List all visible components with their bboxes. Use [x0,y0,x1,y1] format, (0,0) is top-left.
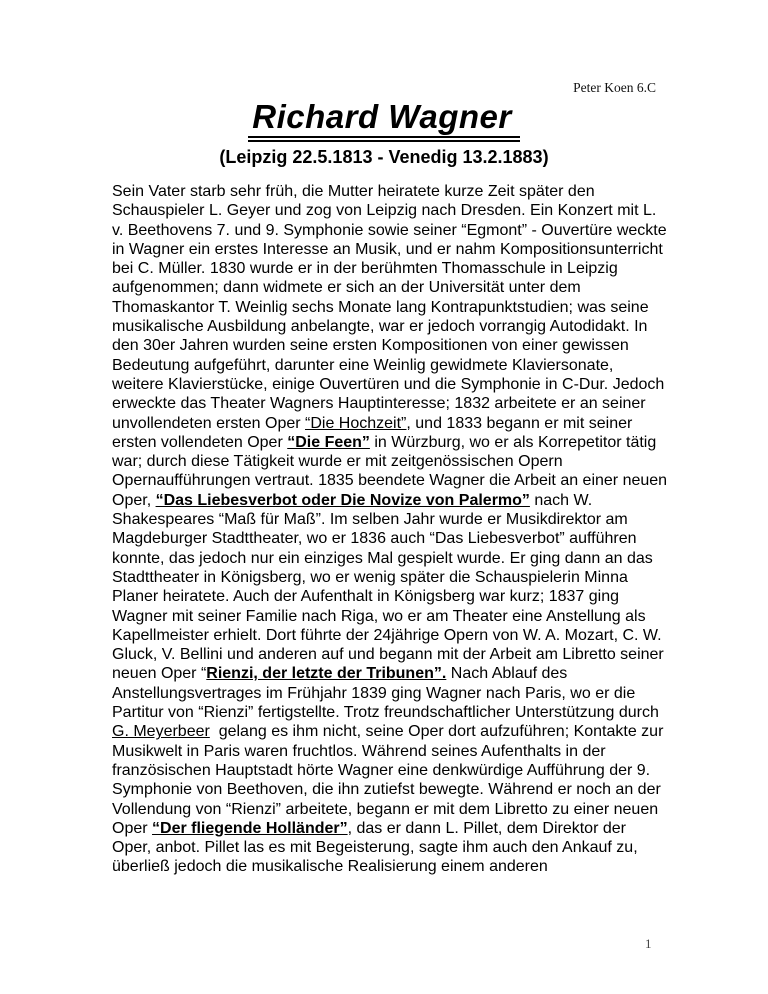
text-segment-normal: Sein Vater starb sehr früh, die Mutter heiratete kurze Zeit später den Schauspieler L. Geyer und zog von Leipzig nach Dresden. Ein Konzert mit L. v. Beethovens 7. und 9. Symphonie sowie seiner “Egmont” - Ouvertüre weckte in Wagner ein erstes Interesse an Musik, und er nahm Kompositionsunterricht bei C. Müller. 1830 wurde er in der berühmten Thomasschule in Leipzig aufgenommen; dann widmete er sich an der Universität unter dem Thomaskantor T. Weinlig sechs Monate lang Kontrapunktstudien; was seine musikalische Ausbildung anbelangte, war er jedoch vorrangig Autodidakt. In den 30er Jahren wurden seine ersten Kompositionen von einer gewissen Bedeutung aufgeführt, darunter eine Weinlig gewidmete Klaviersonate, weitere Klavierstücke, einige Ouvertüren und die Symphonie in C-Dur. Jedoch erweckte das Theater Wagners Hauptinteresse; 1832 arbeitete er an seiner unvollendeten ersten Oper [112,183,667,432]
text-segment-normal: und 1833 begann er mit seiner ersten vollendeten Oper [112,414,633,451]
author-header: Peter Koen 6.C [573,80,656,95]
text-segment-u: “Die Hochzeit”, [305,414,411,432]
page-title-text: Richard Wagner [248,99,519,142]
text-segment-bu: Rienzi, der letzte der Tribunen”. [206,665,447,683]
text-segment-bu: “Der fliegende Holländer” [152,819,348,837]
body-paragraph [112,182,668,877]
text-segment-u: G. Meyerbeer [112,723,210,741]
page-number: 1 [645,936,652,951]
text-segment-normal: gelang es ihm nicht, seine Oper dort aufzuführen; Kontakte zur Musikwelt in Paris waren fruchtlos. Während seines Aufenthalts in der französischen Hauptstadt hörte Wagner eine denkwürdige Aufführung der 9. Symphonie von Beethoven, die ihn zutiefst bewegte. Während er noch an der Vollendung von “Rienzi” arbeitete, begann er mit dem Libretto zu einer neuen Oper [112,723,664,837]
page-subtitle: (Leipzig 22.5.1813 - Venedig 13.2.1883) [219,147,549,167]
text-segment-normal: , das er dann L. Pillet, dem Direktor der Oper, anbot. Pillet las es mit Begeisterung, sagte ihm auch den Ankauf zu, überließ jedoch die musikalische Realisierung einem anderen [112,819,638,876]
text-segment-normal: in Würzburg, wo er als Korrepetitor tätig war; durch diese Tätigkeit wurde er mit zeitgenössischen Opern Opernaufführungen vertraut. 1835 beendete Wagner die Arbeit an einer neuen Oper, [112,433,668,509]
text-segment-normal: Nach Ablauf des Anstellungsvertrages im Frühjahr 1839 ging Wagner nach Paris, wo er die Partitur von “Rienzi” fertigstellte. Trotz freundschaftlicher Unterstützung durch [112,665,659,722]
page-title [0,99,768,142]
text-segment-bu: “Das Liebesverbot oder Die Novize von Palermo” [155,491,530,509]
text-segment-normal: nach W. Shakespeares “Maß für Maß”. Im selben Jahr wurde er Musikdirektor am Magdeburger Stadttheater, wo er 1836 auch “Das Liebesverbot” aufführen konnte, das jedoch nur ein einziges Mal gespielt wurde. Er ging dann an das Stadttheater in Königsberg, wo er wenig später die Schauspielerin Minna Planer heiratete. Auch der Aufenthalt in Königsberg war kurz; 1837 ging Wagner mit seiner Familie nach Riga, wo er am Theater eine Anstellung als Kapellmeister erhielt. Dort führte der 24jährige Opern von W. A. Mozart, C. W. Gluck, V. Bellini und anderen auf und begann mit der Arbeit am Libretto seiner neuen Oper “ [112,491,664,683]
text-segment-bu: “Die Feen” [287,433,370,451]
